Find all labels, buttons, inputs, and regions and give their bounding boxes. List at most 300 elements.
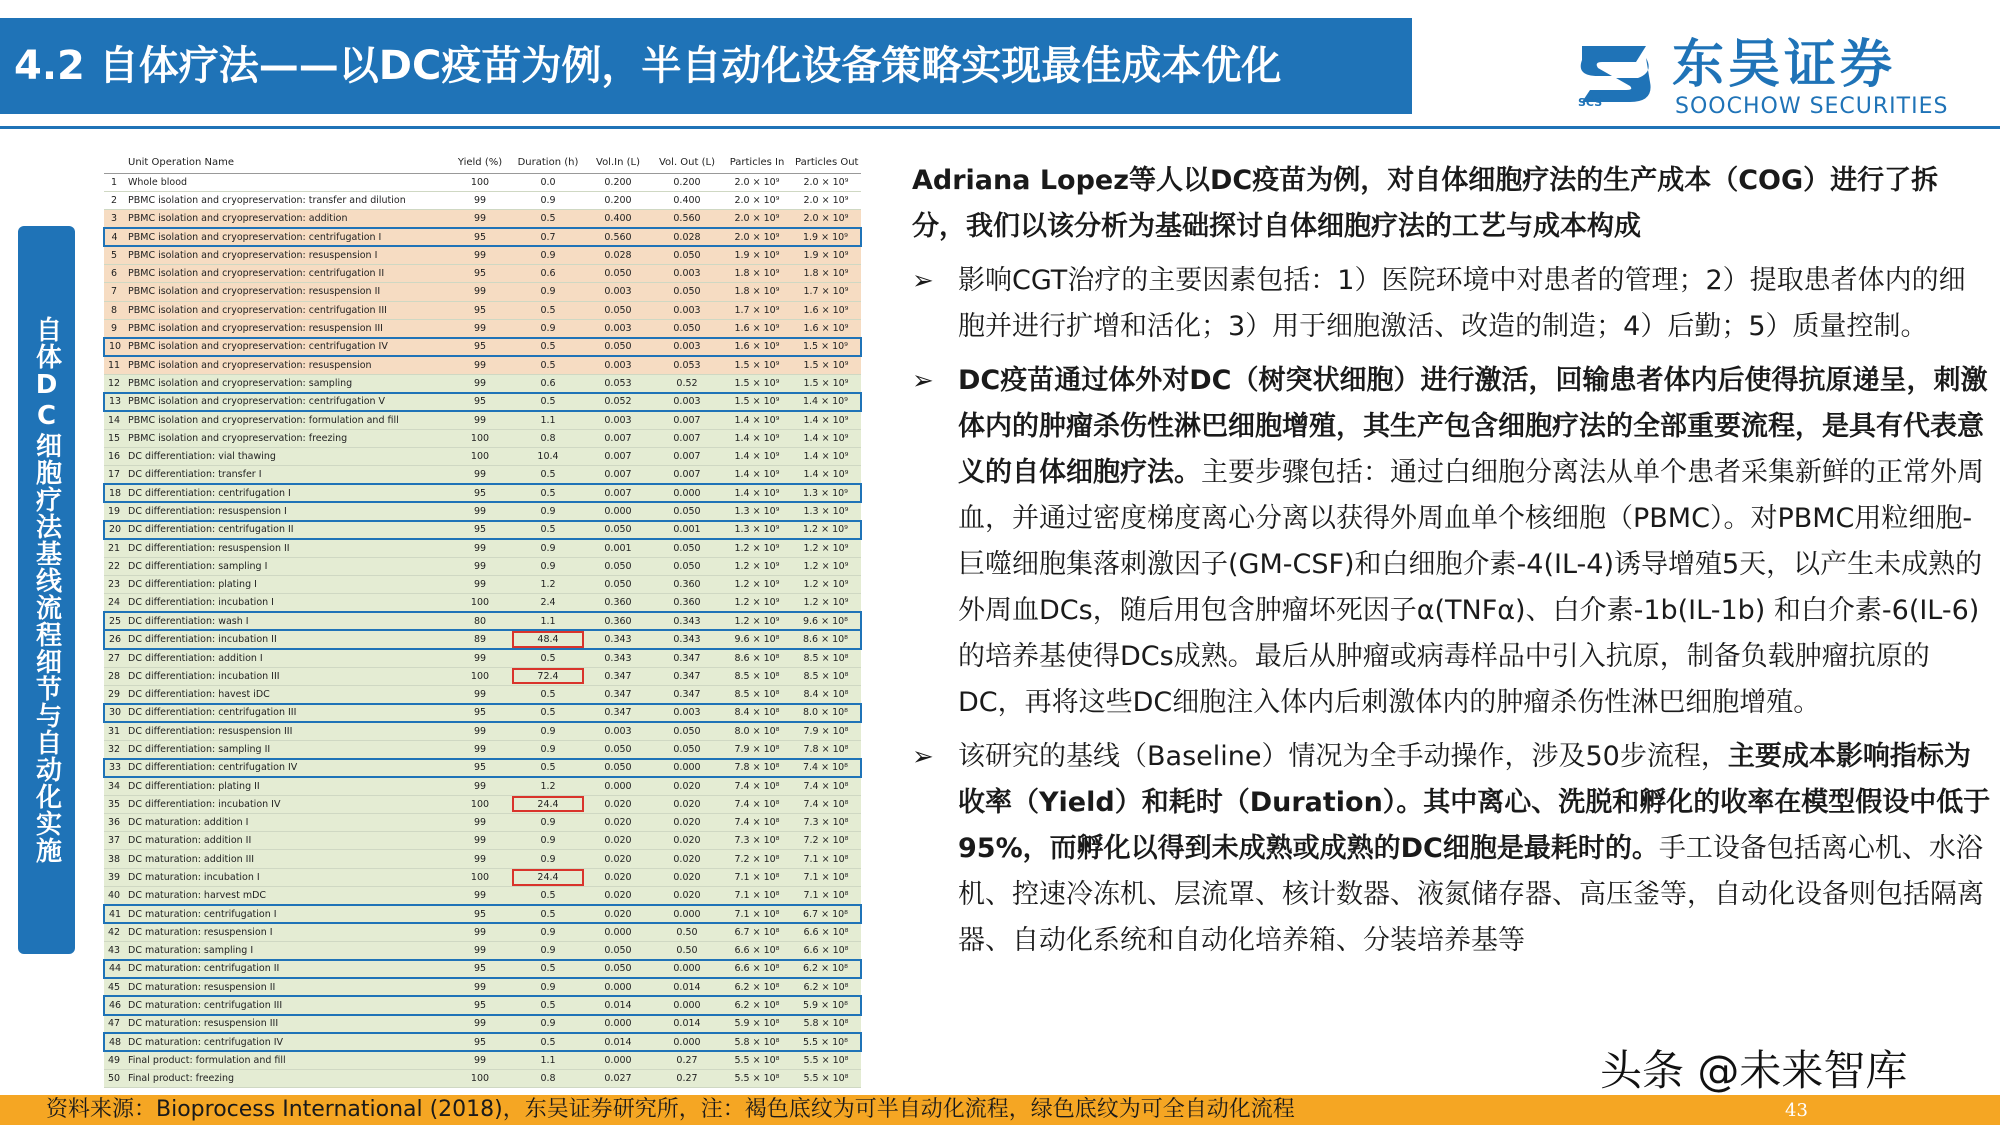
duration-value: 0.9	[511, 941, 585, 959]
table-row	[104, 191, 861, 209]
operation-name: DC differentiation: incubation II	[124, 630, 449, 648]
yield-value: 100	[449, 594, 511, 612]
table-row	[104, 887, 861, 905]
particles-out-value: 7.3 × 10⁸	[791, 813, 861, 831]
page-number: 43	[1785, 1100, 1808, 1121]
yield-value: 99	[449, 887, 511, 905]
operation-name: Final product: formulation and fill	[124, 1051, 449, 1069]
step-number: 6	[104, 264, 124, 282]
particles-out-value: 1.6 × 10⁹	[791, 301, 861, 319]
vol-out-value: 0.007	[651, 429, 723, 447]
col-header-vol-in: Vol.In (L)	[585, 152, 651, 173]
unit-operation-table	[103, 152, 860, 1089]
table-row	[104, 978, 861, 996]
vol-out-value: 0.000	[651, 484, 723, 502]
table-row	[104, 447, 861, 465]
vol-out-value: 0.020	[651, 868, 723, 886]
vol-out-value: 0.020	[651, 832, 723, 850]
particles-out-value: 5.5 × 10⁸	[791, 1033, 861, 1051]
yield-value: 95	[449, 1033, 511, 1051]
table-row	[104, 685, 861, 703]
table-row	[104, 832, 861, 850]
duration-value: 0.8	[511, 1070, 585, 1088]
duration-value: 0.5	[511, 521, 585, 539]
vol-in-value: 0.347	[585, 704, 651, 722]
vol-in-value: 0.000	[585, 978, 651, 996]
table-row	[104, 594, 861, 612]
source-note: 资料来源：Bioprocess International (2018)，东吴证券研究所，注：褐色底纹为可半自动化流程，绿色底纹为可全自动化流程	[46, 1097, 1295, 1122]
step-number: 17	[104, 466, 124, 484]
operation-name: DC differentiation: plating I	[124, 576, 449, 594]
yield-value: 99	[449, 539, 511, 557]
vol-in-value: 0.003	[585, 356, 651, 374]
duration-value: 0.9	[511, 978, 585, 996]
operation-name: DC differentiation: addition I	[124, 649, 449, 667]
particles-out-value: 8.6 × 10⁸	[791, 630, 861, 648]
yield-value: 95	[449, 264, 511, 282]
vol-out-value: 0.014	[651, 978, 723, 996]
table-row	[104, 905, 861, 923]
particles-out-value: 2.0 × 10⁹	[791, 210, 861, 228]
particles-out-value: 1.5 × 10⁹	[791, 374, 861, 392]
particles-out-value: 1.4 × 10⁹	[791, 429, 861, 447]
step-number: 14	[104, 411, 124, 429]
particles-in-value: 1.4 × 10⁹	[723, 411, 791, 429]
particles-out-value: 1.2 × 10⁹	[791, 576, 861, 594]
header-divider	[0, 126, 2000, 129]
particles-in-value: 7.1 × 10⁸	[723, 905, 791, 923]
particles-in-value: 6.7 × 10⁸	[723, 923, 791, 941]
duration-value: 1.2	[511, 576, 585, 594]
step-number: 5	[104, 246, 124, 264]
step-number: 9	[104, 319, 124, 337]
duration-value: 0.9	[511, 283, 585, 301]
operation-name: DC maturation: centrifugation III	[124, 996, 449, 1014]
step-number: 25	[104, 612, 124, 630]
operation-name: Final product: freezing	[124, 1070, 449, 1088]
particles-out-value: 6.2 × 10⁸	[791, 960, 861, 978]
duration-value: 0.5	[511, 759, 585, 777]
operation-name: DC differentiation: resuspension III	[124, 722, 449, 740]
vol-out-value: 0.347	[651, 685, 723, 703]
yield-value: 100	[449, 173, 511, 191]
col-header-duration: Duration (h)	[511, 152, 585, 173]
step-number: 15	[104, 429, 124, 447]
particles-out-value: 9.6 × 10⁸	[791, 612, 861, 630]
particles-in-value: 1.3 × 10⁹	[723, 502, 791, 520]
yield-value: 99	[449, 246, 511, 264]
table-row	[104, 264, 861, 282]
bullet-dc-vaccine	[912, 358, 1992, 726]
step-number: 4	[104, 228, 124, 246]
duration-value: 0.5	[511, 484, 585, 502]
particles-in-value: 9.6 × 10⁸	[723, 630, 791, 648]
vol-in-value: 0.014	[585, 996, 651, 1014]
vol-in-value: 0.020	[585, 868, 651, 886]
particles-in-value: 2.0 × 10⁹	[723, 210, 791, 228]
operation-name: DC differentiation: sampling II	[124, 740, 449, 758]
particles-in-value: 6.2 × 10⁸	[723, 978, 791, 996]
particles-in-value: 1.2 × 10⁹	[723, 539, 791, 557]
bullet-baseline	[912, 734, 1992, 964]
duration-value: 1.1	[511, 612, 585, 630]
step-number: 18	[104, 484, 124, 502]
step-number: 46	[104, 996, 124, 1014]
yield-value: 99	[449, 466, 511, 484]
particles-in-value: 1.8 × 10⁹	[723, 264, 791, 282]
particles-out-value: 7.4 × 10⁸	[791, 777, 861, 795]
bullet-baseline-rest: 手工设备包括离心机、水浴机、控速冷冻机、层流罩、核计数器、液氮储存器、高压釜等，自动化设备则包括隔离器、自动化系统和自动化培养箱、分装培养基等	[958, 833, 1984, 956]
particles-in-value: 6.6 × 10⁸	[723, 941, 791, 959]
particles-in-value: 6.6 × 10⁸	[723, 960, 791, 978]
yield-value: 100	[449, 795, 511, 813]
yield-value: 99	[449, 740, 511, 758]
step-number: 29	[104, 685, 124, 703]
table-row	[104, 283, 861, 301]
particles-out-value: 1.2 × 10⁹	[791, 539, 861, 557]
step-number: 39	[104, 868, 124, 886]
operation-name: DC differentiation: wash I	[124, 612, 449, 630]
particles-in-value: 8.5 × 10⁸	[723, 685, 791, 703]
table-row	[104, 521, 861, 539]
yield-value: 95	[449, 393, 511, 411]
vol-in-value: 0.000	[585, 1051, 651, 1069]
vol-out-value: 0.007	[651, 411, 723, 429]
duration-value: 0.7	[511, 228, 585, 246]
duration-value: 0.5	[511, 887, 585, 905]
yield-value: 95	[449, 996, 511, 1014]
particles-out-value: 6.6 × 10⁸	[791, 941, 861, 959]
vol-in-value: 0.007	[585, 466, 651, 484]
yield-value: 99	[449, 210, 511, 228]
particles-out-value: 7.9 × 10⁸	[791, 722, 861, 740]
particles-in-value: 6.2 × 10⁸	[723, 996, 791, 1014]
arrow-bullet-icon: ➢	[912, 366, 934, 396]
vol-in-value: 0.050	[585, 759, 651, 777]
table-row	[104, 704, 861, 722]
particles-out-value: 1.8 × 10⁹	[791, 264, 861, 282]
company-logo	[1572, 35, 1972, 119]
vol-out-value: 0.007	[651, 466, 723, 484]
particles-out-value: 1.7 × 10⁹	[791, 283, 861, 301]
vol-in-value: 0.050	[585, 740, 651, 758]
vol-in-value: 0.347	[585, 685, 651, 703]
table-row	[104, 1015, 861, 1033]
particles-in-value: 1.7 × 10⁹	[723, 301, 791, 319]
table-row	[104, 1033, 861, 1051]
table-row	[104, 1051, 861, 1069]
operation-name: DC maturation: centrifugation IV	[124, 1033, 449, 1051]
yield-value: 99	[449, 813, 511, 831]
vol-in-value: 0.050	[585, 301, 651, 319]
table-row	[104, 228, 861, 246]
particles-out-value: 1.3 × 10⁹	[791, 484, 861, 502]
vol-out-value: 0.360	[651, 576, 723, 594]
vol-out-value: 0.007	[651, 447, 723, 465]
vol-in-value: 0.343	[585, 630, 651, 648]
yield-value: 99	[449, 374, 511, 392]
vol-in-value: 0.360	[585, 612, 651, 630]
operation-name: PBMC isolation and cryopreservation: centrifugation V	[124, 393, 449, 411]
vol-out-value: 0.400	[651, 191, 723, 209]
step-number: 1	[104, 173, 124, 191]
col-header-particles-in: Particles In	[723, 152, 791, 173]
operation-name: Whole blood	[124, 173, 449, 191]
step-number: 40	[104, 887, 124, 905]
duration-value: 0.5	[511, 210, 585, 228]
duration-value: 0.5	[511, 649, 585, 667]
duration-value: 24.4	[511, 868, 585, 886]
step-number: 21	[104, 539, 124, 557]
col-header-operation: Unit Operation Name	[124, 152, 449, 173]
particles-in-value: 7.4 × 10⁸	[723, 795, 791, 813]
duration-value: 0.9	[511, 539, 585, 557]
vol-in-value: 0.200	[585, 191, 651, 209]
particles-out-value: 7.4 × 10⁸	[791, 759, 861, 777]
vol-out-value: 0.003	[651, 393, 723, 411]
particles-in-value: 8.5 × 10⁸	[723, 667, 791, 685]
duration-value: 0.5	[511, 1033, 585, 1051]
bullet-baseline-text: 该研究的基线（Baseline）情况为全手动操作，涉及50步流程，	[958, 741, 1728, 772]
duration-value: 0.9	[511, 850, 585, 868]
particles-out-value: 5.8 × 10⁸	[791, 1015, 861, 1033]
table-row	[104, 1070, 861, 1088]
step-number: 10	[104, 338, 124, 356]
operation-name: PBMC isolation and cryopreservation: addition	[124, 210, 449, 228]
particles-in-value: 7.9 × 10⁸	[723, 740, 791, 758]
title-bar	[0, 18, 1412, 114]
step-number: 16	[104, 447, 124, 465]
vol-in-value: 0.050	[585, 557, 651, 575]
vol-out-value: 0.000	[651, 996, 723, 1014]
step-number: 13	[104, 393, 124, 411]
duration-value: 0.9	[511, 191, 585, 209]
analysis-text-panel	[912, 158, 1992, 964]
table-row	[104, 338, 861, 356]
particles-in-value: 1.5 × 10⁹	[723, 356, 791, 374]
particles-in-value: 1.3 × 10⁹	[723, 521, 791, 539]
particles-in-value: 1.2 × 10⁹	[723, 576, 791, 594]
vol-in-value: 0.014	[585, 1033, 651, 1051]
particles-out-value: 2.0 × 10⁹	[791, 191, 861, 209]
duration-value: 0.9	[511, 319, 585, 337]
step-number: 12	[104, 374, 124, 392]
particles-out-value: 1.5 × 10⁹	[791, 338, 861, 356]
vol-in-value: 0.000	[585, 502, 651, 520]
duration-value: 1.2	[511, 777, 585, 795]
table-row	[104, 740, 861, 758]
duration-value: 1.1	[511, 1051, 585, 1069]
particles-in-value: 8.0 × 10⁸	[723, 722, 791, 740]
operation-name: DC differentiation: resuspension II	[124, 539, 449, 557]
yield-value: 95	[449, 759, 511, 777]
operation-name: DC maturation: centrifugation II	[124, 960, 449, 978]
vol-in-value: 0.000	[585, 777, 651, 795]
vol-out-value: 0.003	[651, 704, 723, 722]
step-number: 47	[104, 1015, 124, 1033]
particles-in-value: 1.4 × 10⁹	[723, 429, 791, 447]
operation-name: DC differentiation: vial thawing	[124, 447, 449, 465]
arrow-bullet-icon: ➢	[912, 742, 934, 772]
bullet-factors-text: 影响CGT治疗的主要因素包括：1）医院环境中对患者的管理；2）提取患者体内的细胞并进行扩增和活化；3）用于细胞激活、改造的制造；4）后勤；5）质量控制。	[958, 265, 1966, 342]
particles-out-value: 1.2 × 10⁹	[791, 557, 861, 575]
particles-in-value: 1.4 × 10⁹	[723, 447, 791, 465]
table-row	[104, 759, 861, 777]
particles-in-value: 7.3 × 10⁸	[723, 832, 791, 850]
operation-name: PBMC isolation and cryopreservation: centrifugation II	[124, 264, 449, 282]
vol-out-value: 0.050	[651, 740, 723, 758]
yield-value: 100	[449, 447, 511, 465]
step-number: 30	[104, 704, 124, 722]
particles-out-value: 1.9 × 10⁹	[791, 246, 861, 264]
step-number: 43	[104, 941, 124, 959]
duration-value: 0.5	[511, 704, 585, 722]
vol-out-value: 0.27	[651, 1051, 723, 1069]
vol-out-value: 0.50	[651, 941, 723, 959]
particles-out-value: 7.1 × 10⁸	[791, 850, 861, 868]
soochow-logo-icon	[1572, 42, 1656, 108]
logo-english-name: SOOCHOW SECURITIES	[1675, 94, 1949, 119]
vol-in-value: 0.343	[585, 649, 651, 667]
vol-in-value: 0.020	[585, 905, 651, 923]
yield-value: 99	[449, 283, 511, 301]
duration-value: 0.5	[511, 466, 585, 484]
duration-value: 0.5	[511, 393, 585, 411]
yield-value: 99	[449, 832, 511, 850]
vol-out-value: 0.001	[651, 521, 723, 539]
particles-in-value: 5.5 × 10⁸	[723, 1070, 791, 1088]
step-number: 37	[104, 832, 124, 850]
vol-in-value: 0.007	[585, 429, 651, 447]
particles-out-value: 8.5 × 10⁸	[791, 649, 861, 667]
vol-in-value: 0.050	[585, 338, 651, 356]
bullet-factors	[912, 258, 1992, 350]
particles-out-value: 6.7 × 10⁸	[791, 905, 861, 923]
vol-out-value: 0.560	[651, 210, 723, 228]
duration-value: 0.5	[511, 905, 585, 923]
table-row	[104, 795, 861, 813]
vol-in-value: 0.020	[585, 813, 651, 831]
step-number: 28	[104, 667, 124, 685]
vol-in-value: 0.028	[585, 246, 651, 264]
particles-in-value: 1.2 × 10⁹	[723, 557, 791, 575]
operation-name: DC differentiation: transfer I	[124, 466, 449, 484]
operation-name: PBMC isolation and cryopreservation: resuspension	[124, 356, 449, 374]
vol-in-value: 0.020	[585, 887, 651, 905]
step-number: 22	[104, 557, 124, 575]
particles-in-value: 5.5 × 10⁸	[723, 1051, 791, 1069]
operation-name: DC maturation: addition I	[124, 813, 449, 831]
operation-name: DC differentiation: incubation IV	[124, 795, 449, 813]
vol-out-value: 0.347	[651, 667, 723, 685]
table-row	[104, 301, 861, 319]
particles-in-value: 7.8 × 10⁸	[723, 759, 791, 777]
operation-name: PBMC isolation and cryopreservation: formulation and fill	[124, 411, 449, 429]
operation-name: DC differentiation: incubation I	[124, 594, 449, 612]
operation-name: PBMC isolation and cryopreservation: resuspension II	[124, 283, 449, 301]
step-number: 50	[104, 1070, 124, 1088]
particles-out-value: 1.2 × 10⁹	[791, 521, 861, 539]
yield-value: 99	[449, 777, 511, 795]
operation-name: PBMC isolation and cryopreservation: transfer and dilution	[124, 191, 449, 209]
table-row	[104, 429, 861, 447]
vol-out-value: 0.050	[651, 502, 723, 520]
vol-in-value: 0.560	[585, 228, 651, 246]
vol-out-value: 0.000	[651, 759, 723, 777]
particles-out-value: 1.4 × 10⁹	[791, 411, 861, 429]
table-row	[104, 850, 861, 868]
step-number: 38	[104, 850, 124, 868]
table-row	[104, 411, 861, 429]
duration-value: 72.4	[511, 667, 585, 685]
yield-value: 95	[449, 338, 511, 356]
col-header	[104, 152, 124, 173]
particles-in-value: 1.2 × 10⁹	[723, 612, 791, 630]
particles-out-value: 7.1 × 10⁸	[791, 868, 861, 886]
particles-in-value: 1.6 × 10⁹	[723, 338, 791, 356]
duration-value: 0.9	[511, 722, 585, 740]
vol-in-value: 0.003	[585, 411, 651, 429]
vol-out-value: 0.347	[651, 649, 723, 667]
operation-name: DC differentiation: havest iDC	[124, 685, 449, 703]
yield-value: 99	[449, 356, 511, 374]
step-number: 41	[104, 905, 124, 923]
yield-value: 99	[449, 923, 511, 941]
operation-name: DC maturation: centrifugation I	[124, 905, 449, 923]
yield-value: 99	[449, 685, 511, 703]
step-number: 20	[104, 521, 124, 539]
particles-in-value: 1.6 × 10⁹	[723, 319, 791, 337]
vol-in-value: 0.007	[585, 484, 651, 502]
particles-out-value: 6.6 × 10⁸	[791, 923, 861, 941]
vol-in-value: 0.000	[585, 1015, 651, 1033]
duration-value: 48.4	[511, 630, 585, 648]
vol-out-value: 0.343	[651, 612, 723, 630]
duration-value: 10.4	[511, 447, 585, 465]
table-row	[104, 319, 861, 337]
particles-out-value: 5.9 × 10⁸	[791, 996, 861, 1014]
col-header-yield: Yield (%)	[449, 152, 511, 173]
table-row	[104, 722, 861, 740]
watermark: 头条 @未来智库	[1600, 1046, 1908, 1095]
duration-value: 0.5	[511, 685, 585, 703]
yield-value: 95	[449, 905, 511, 923]
step-number: 45	[104, 978, 124, 996]
vol-out-value: 0.52	[651, 374, 723, 392]
yield-value: 99	[449, 722, 511, 740]
operation-name: DC differentiation: centrifugation I	[124, 484, 449, 502]
bullet-baseline-bold: 主要成本影响指标为收率（Yield）和耗时（Duration）。其中离心、洗脱和孵化的收率在模型假设中低于95%，而孵化以得到未成熟或成熟的DC细胞是最耗时的。	[958, 741, 1991, 864]
yield-value: 99	[449, 850, 511, 868]
vol-in-value: 0.360	[585, 594, 651, 612]
particles-in-value: 8.4 × 10⁸	[723, 704, 791, 722]
step-number: 33	[104, 759, 124, 777]
vol-in-value: 0.052	[585, 393, 651, 411]
operation-name: PBMC isolation and cryopreservation: resuspension III	[124, 319, 449, 337]
yield-value: 89	[449, 630, 511, 648]
step-number: 35	[104, 795, 124, 813]
duration-value: 2.4	[511, 594, 585, 612]
table-row	[104, 356, 861, 374]
vol-out-value: 0.000	[651, 905, 723, 923]
vol-out-value: 0.003	[651, 338, 723, 356]
particles-in-value: 5.8 × 10⁸	[723, 1033, 791, 1051]
yield-value: 95	[449, 704, 511, 722]
operation-name: DC differentiation: incubation III	[124, 667, 449, 685]
vol-out-value: 0.050	[651, 283, 723, 301]
duration-value: 0.9	[511, 502, 585, 520]
yield-value: 99	[449, 557, 511, 575]
